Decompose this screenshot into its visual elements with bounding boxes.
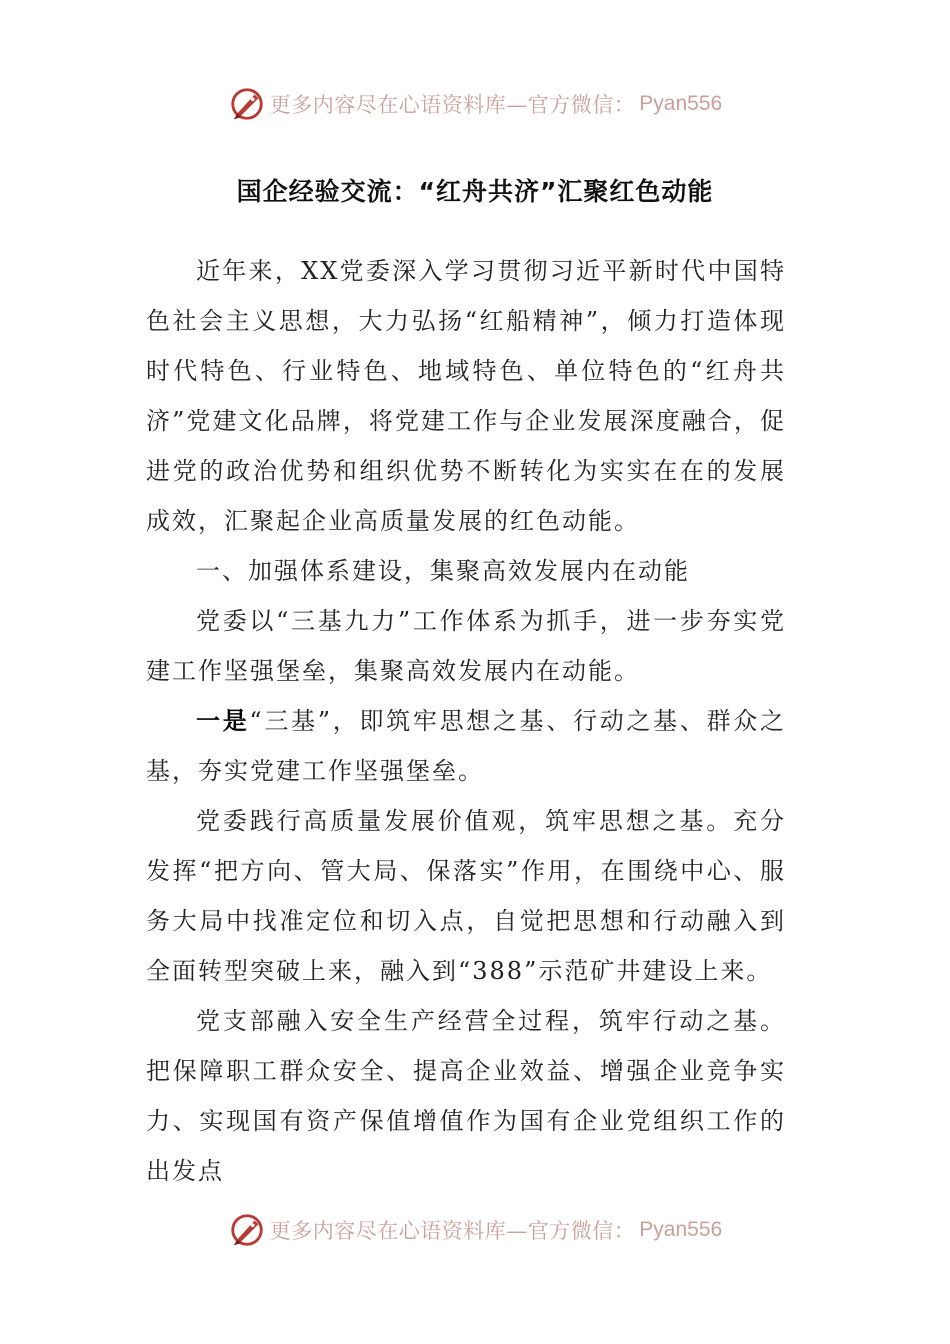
section-heading <box>146 546 786 596</box>
paragraph-text: 党委以“三基九力”工作体系为抓手，进一步夯实党建工作坚强堡垒，集聚高效发展内在动能。 <box>146 607 786 685</box>
paragraph <box>146 596 786 696</box>
header-watermark <box>0 82 950 126</box>
paragraph-lead: 一是 <box>196 706 250 735</box>
paragraph-text: 一、加强体系建设，集聚高效发展内在动能 <box>196 557 690 585</box>
paragraph-text: “三基”，即筑牢思想之基、行动之基、群众之基，夯实党建工作坚强堡垒。 <box>146 707 786 785</box>
paragraph-text: 党委践行高质量发展价值观，筑牢思想之基。充分发挥“把方向、管大局、保落实”作用，在围绕中心、服务大局中找准定位和切入点，自觉把思想和行动融入到全面转型突破上来，融入到“388”示范矿井建设上来。 <box>146 807 786 985</box>
document-title: 国企经验交流：“红舟共济”汇聚红色动能 <box>236 177 714 206</box>
watermark-wechat-id: Pyan556 <box>639 1218 723 1241</box>
pen-nib-logo-icon <box>228 1211 266 1249</box>
paragraph-intro <box>146 246 786 546</box>
paragraph-text: 近年来，XX党委深入学习贯彻习近平新时代中国特色社会主义思想，大力弘扬“红船精神”，倾力打造体现时代特色、行业特色、地域特色、单位特色的“红舟共济”党建文化品牌，将党建工作与企业发展深度融合，促进党的政治优势和组织优势不断转化为实实在在的发展成效，汇聚起企业高质量发展的红色动能。 <box>146 257 786 535</box>
footer-watermark <box>0 1208 950 1252</box>
watermark-text: 更多内容尽在心语资料库—官方微信： <box>269 1219 636 1243</box>
pen-nib-logo-icon <box>228 85 266 123</box>
paragraph <box>146 996 786 1196</box>
paragraph-point-one <box>146 696 786 796</box>
paragraph-text: 党支部融入安全生产经营全过程，筑牢行动之基。把保障职工群众安全、提高企业效益、增强企业竞争实力、实现国有资产保值增值作为国有企业党组织工作的出发点 <box>146 1007 786 1185</box>
watermark-text: 更多内容尽在心语资料库—官方微信： <box>269 93 636 117</box>
watermark-wechat-id: Pyan556 <box>639 92 723 115</box>
paragraph <box>146 796 786 996</box>
document-body <box>146 246 786 1196</box>
